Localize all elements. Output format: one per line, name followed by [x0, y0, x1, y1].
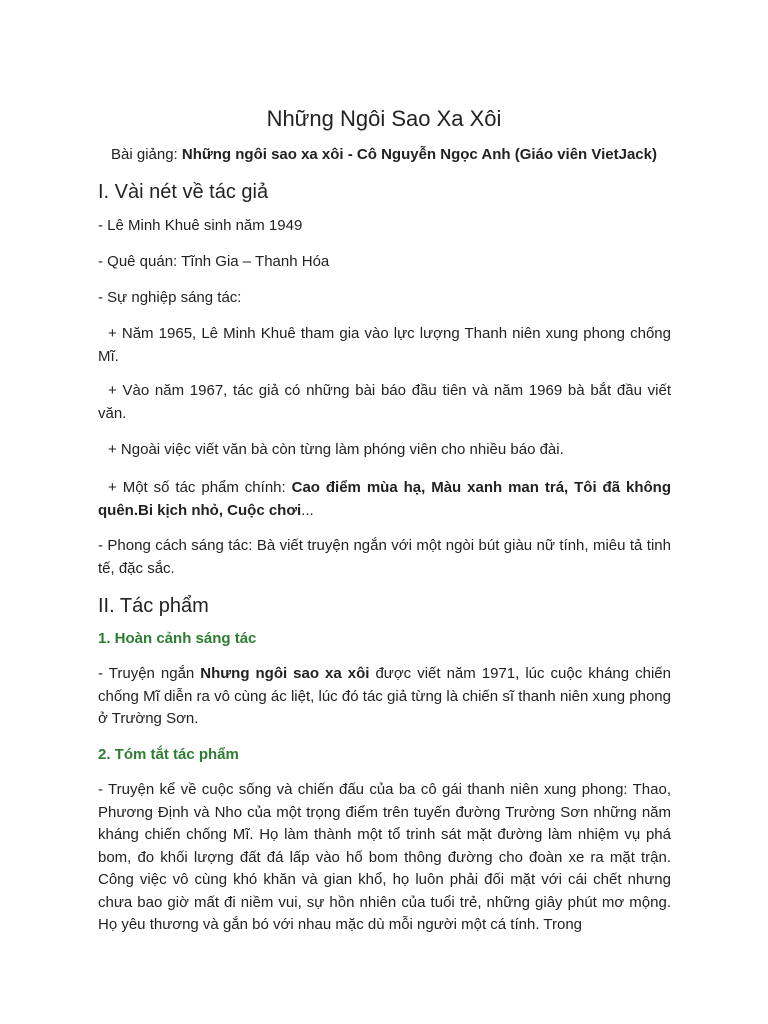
context-suffix: được viết năm 1971, lúc cuộc kháng chiến chống Mĩ diễn ra vô cùng ác liệt, lúc đó tác giả từng là chiến sĩ thanh niên xung phong ở Trường Sơn. — [98, 665, 671, 727]
section-heading-author: I. Vài nét về tác giả — [98, 181, 269, 203]
works-titles: Cao điểm mùa hạ, Màu xanh man trá, Tôi đã không quên.Bi kịch nhỏ, Cuộc chơi — [98, 479, 671, 519]
author-hometown: - Quê quán: Tĩnh Gia – Thanh Hóa — [98, 253, 330, 270]
career-item-3: + Ngoài việc viết văn bà còn từng làm phóng viên cho nhiều báo đài. — [108, 441, 564, 458]
context-prefix: - Truyện ngắn — [98, 665, 201, 682]
section-heading-work: II. Tác phẩm — [98, 595, 209, 617]
lecture-line — [0, 144, 768, 166]
context-work-title: Nhưng ngôi sao xa xôi — [200, 665, 370, 682]
subheading-context: 1. Hoàn cảnh sáng tác — [98, 630, 257, 647]
author-birth: - Lê Minh Khuê sinh năm 1949 — [98, 217, 303, 234]
lecture-prefix: Bài giảng: — [111, 146, 182, 163]
summary-paragraph: - Truyện kể về cuộc sống và chiến đấu của ba cô gái thanh niên xung phong: Thao, Phương Định và Nho của một trọng điểm trên tuyến đường Trường Sơn những năm kháng chiến chống Mĩ. Họ làm thành một tổ trinh sát mặt đường làm nhiệm vụ phá bom, đo khối lượng đất đá lấp vào hố bom thông đường cho đoàn xe ra mặt trận. Công việc vô cùng khó khăn và gian khổ, họ luôn phải đối mặt với cái chết nhưng chưa bao giờ mất đi niềm vui, sự hồn nhiên của tuổi trẻ, những giây phút mơ mộng. Họ yêu thương và gắn bó với nhau mặc dù mỗi người một cá tính. Trong — [98, 781, 671, 933]
context-paragraph — [98, 663, 671, 731]
writing-style: - Phong cách sáng tác: Bà viết truyện ngắn với một ngòi bút giàu nữ tính, miêu tả tinh tế, đặc sắc. — [98, 537, 671, 577]
lecture-link[interactable]: Những ngôi sao xa xôi - Cô Nguyễn Ngọc Anh (Giáo viên VietJack) — [181, 146, 657, 163]
career-item-1: + Năm 1965, Lê Minh Khuê tham gia vào lực lượng Thanh niên xung phong chống Mĩ. — [98, 325, 671, 365]
works-prefix: + Một số tác phẩm chính: — [108, 479, 292, 496]
main-works — [98, 477, 671, 522]
career-label: - Sự nghiệp sáng tác: — [98, 289, 242, 306]
document-title: Những Ngôi Sao Xa Xôi — [266, 106, 502, 131]
works-suffix: ... — [301, 501, 314, 519]
subheading-summary: 2. Tóm tắt tác phẩm — [98, 746, 239, 763]
career-item-2: + Vào năm 1967, tác giả có những bài báo đầu tiên và năm 1969 bà bắt đầu viết văn. — [98, 382, 671, 422]
